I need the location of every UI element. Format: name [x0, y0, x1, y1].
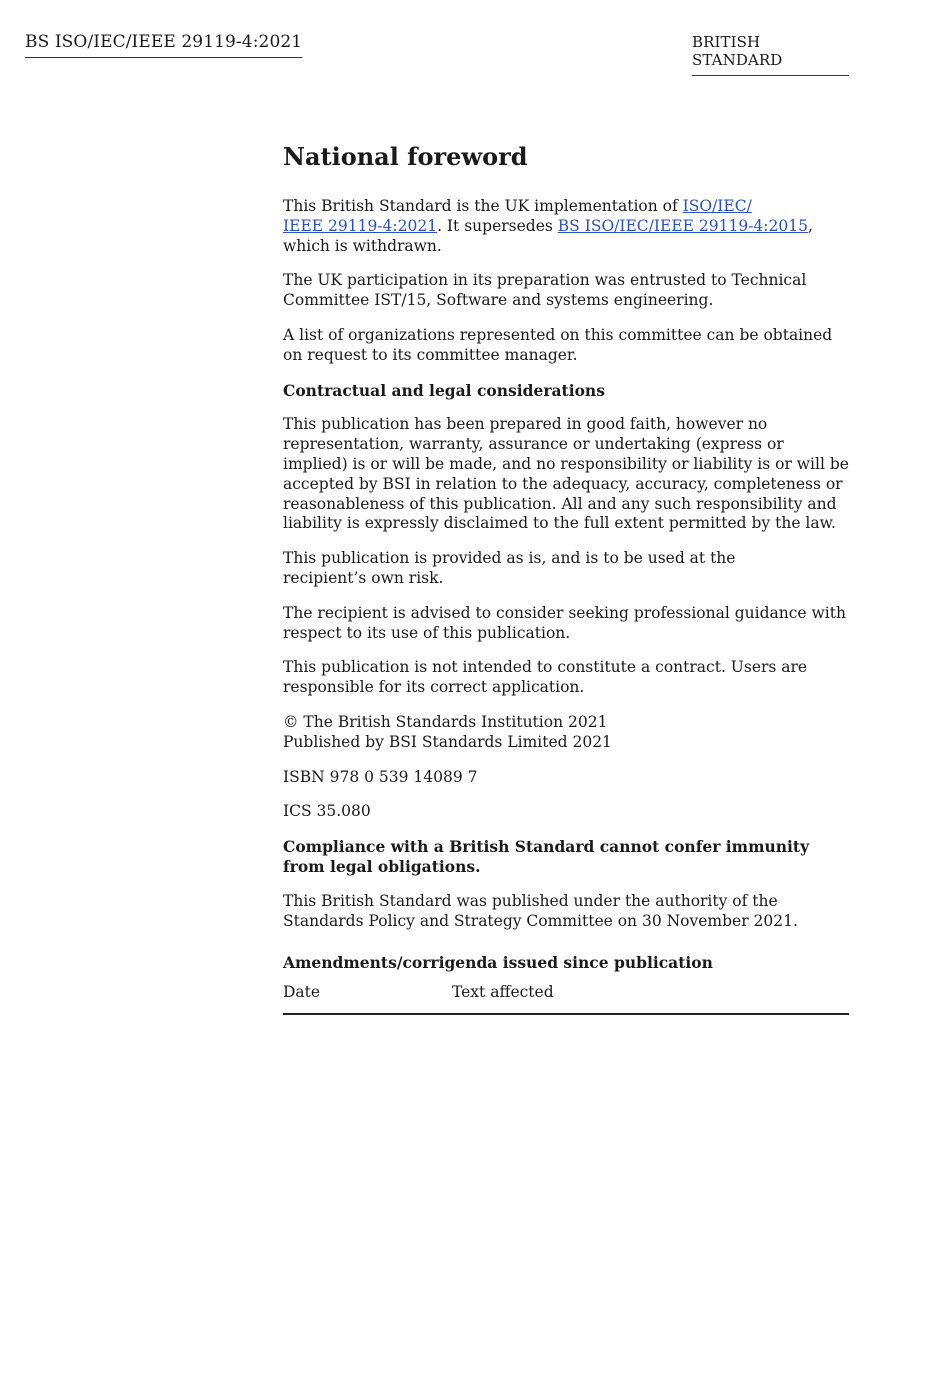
amendments-header-row: [283, 983, 849, 1014]
authority-statement: This British Standard was published under the authority of the Standards Policy and Strategy Committee on 30 November 2021.: [283, 891, 798, 930]
ics: ICS 35.080: [283, 802, 371, 821]
copyright-line: © The British Standards Institution 2021: [283, 712, 608, 731]
header-label: BRITISH STANDARD: [692, 33, 849, 76]
amendments-heading: Amendments/corrigenda issued since publication: [283, 953, 713, 973]
foreword-content: [283, 140, 849, 1015]
legal-paragraph-1: This publication has been prepared in good faith, however no representation, warranty, assurance or undertaking (express or implied) is or will be made, and no responsibility or liability is or will be accepted by BSI in relation to the adequacy, accuracy, completeness or reasonableness of this publication. All and any such responsibility and liability is expressly disclaimed to the full extent permitted by the law.: [283, 415, 849, 533]
intro-text-c: , which is withdrawn.: [283, 216, 813, 255]
amendments-table: [283, 983, 849, 1015]
compliance-statement: Compliance with a British Standard cannot confer immunity from legal obligations.: [283, 837, 810, 876]
publisher-line: Published by BSI Standards Limited 2021: [283, 732, 612, 751]
iso-link-line-2: IEEE 29119-4:2021: [283, 216, 438, 235]
legal-p2-line-1: This publication is provided as is, and is to be used at the: [283, 549, 736, 568]
isbn: ISBN 978 0 539 14089 7: [283, 767, 478, 786]
superseded-standard-link[interactable]: BS ISO/IEC/IEEE 29119-4:2015: [557, 216, 808, 235]
iso-link-line-1: ISO/IEC/: [682, 197, 752, 215]
column-header-text-affected: Text affected: [452, 983, 849, 1014]
intro-paragraph-1: [283, 197, 849, 256]
legal-heading: Contractual and legal considerations: [283, 380, 605, 400]
copyright-block: [283, 713, 849, 753]
legal-paragraph-4: This publication is not intended to constitute a contract. Users are responsible for its correct application.: [283, 658, 808, 697]
page-title: National foreword: [283, 142, 528, 171]
intro-paragraph-3: A list of organizations represented on this committee can be obtained on request to its committee manager.: [283, 325, 833, 364]
legal-p2-line-2: recipient’s own risk.: [283, 568, 444, 587]
legal-paragraph-2: [283, 549, 849, 589]
intro-paragraph-2: The UK participation in its preparation was entrusted to Technical Committee IST/15, Software and systems engineering.: [283, 271, 807, 310]
intro-text-b: . It supersedes: [437, 216, 558, 235]
header-doc-id: BS ISO/IEC/IEEE 29119-4:2021: [25, 32, 302, 58]
intro-text-a: This British Standard is the UK implementation of: [283, 197, 683, 215]
column-header-date: Date: [283, 983, 452, 1014]
legal-paragraph-3: The recipient is advised to consider seeking professional guidance with respect to its use of this publication.: [283, 603, 846, 642]
